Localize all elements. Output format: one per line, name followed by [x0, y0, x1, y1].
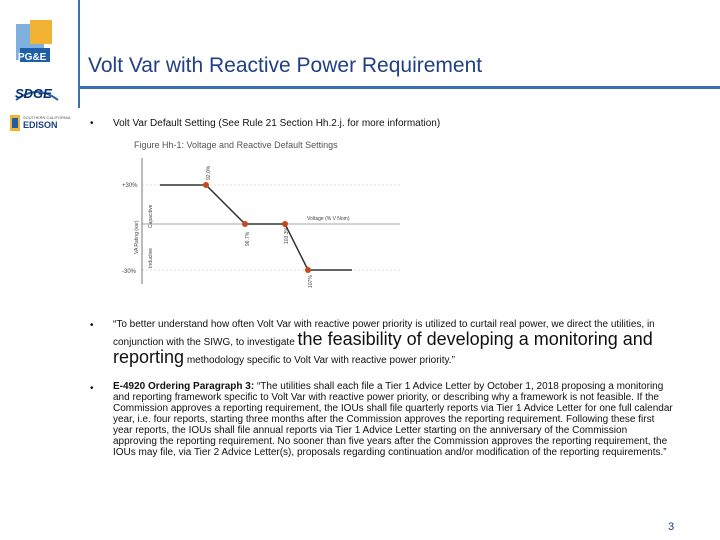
- bullet-3-text: [113, 381, 673, 458]
- volt-var-figure: [112, 136, 402, 294]
- figure-capacitive-label: Capacitive: [148, 204, 154, 228]
- bullet-2-emphasis: the feasibility of developing a monitoring and reporting: [113, 329, 653, 367]
- figure-v1-label: 92.0%: [206, 165, 212, 180]
- figure-y-top-label: +30%: [122, 183, 138, 189]
- bullet-2-text: [113, 318, 693, 368]
- curve-point-4: [305, 267, 311, 273]
- header-horizontal-rule: [78, 86, 720, 89]
- figure-v4-label: 107%: [308, 275, 314, 288]
- bullet-2-part-a: “To better understand how often Volt Var with reactive power priority is utilized to curtail real power, we direct the utilities, in conjunction with the SIWG, to investigate: [113, 319, 655, 348]
- edison-logo: [10, 112, 72, 134]
- curve-point-1: [203, 182, 209, 188]
- bullet-2-part-b: methodology specific to Volt Var with reactive power priority.”: [184, 355, 455, 366]
- sdge-logo-text: SDGE: [15, 86, 52, 101]
- curve-point-2: [242, 221, 248, 227]
- bullet-marker: •: [90, 118, 94, 129]
- edison-logo-text: EDISON: [23, 120, 58, 130]
- figure-y-bottom-label: -30%: [122, 269, 137, 275]
- bullet-3-body: “The utilities shall each file a Tier 1 Advice Letter by October 1, 2018 proposing a monitoring and reporting framework specific to Volt Var with reactive power priority, or describing why a framework is not feasible. If the Commission approves a reporting requirement, the IOUs shall file quarterly reports via Tier 1 Advice Letter for one full calendar year, i.e. four reports, starting three months after the Commission approves the reporting requirement. Following these first year reports, the IOUs shall file annual reports via Tier 1 Advice Letter starting on the anniversary of the Commission approving the reporting requirement. No sooner than five years after the Commission approves the reporting requirement, the IOUs may file, via Tier 2 Advice Letter(s), proposals regarding continuation and/or modification of the reporting requirements.”: [113, 381, 673, 458]
- pge-logo-text: PG&E: [18, 52, 47, 63]
- page-number: 3: [668, 521, 675, 533]
- bullet-marker: •: [90, 383, 94, 394]
- volt-var-curve: [160, 185, 352, 270]
- figure-v2-label: 96.7%: [245, 231, 251, 246]
- figure-y-axis-label: VA Rating (var): [134, 220, 140, 254]
- logo-sidebar: [0, 0, 80, 540]
- figure-caption: Figure Hh-1: Voltage and Reactive Default Settings: [134, 140, 338, 150]
- bullet-marker: •: [90, 320, 94, 331]
- edison-logo-top: SOUTHERN CALIFORNIA: [23, 115, 71, 120]
- sdge-logo: [14, 80, 60, 104]
- header-vertical-rule: [78, 0, 80, 108]
- curve-point-3: [282, 221, 288, 227]
- pge-logo: [12, 18, 60, 66]
- figure-x-axis-label: Voltage (% V Nom): [307, 216, 350, 222]
- slide-title: Volt Var with Reactive Power Requirement: [88, 54, 483, 77]
- bullet-3-heading: E-4920 Ordering Paragraph 3:: [113, 381, 255, 392]
- bullet-1-text: Volt Var Default Setting (See Rule 21 Section Hh.2.j. for more information): [113, 118, 441, 129]
- figure-v3-label: 103.3%: [284, 227, 290, 244]
- figure-inductive-label: Inductive: [148, 247, 154, 268]
